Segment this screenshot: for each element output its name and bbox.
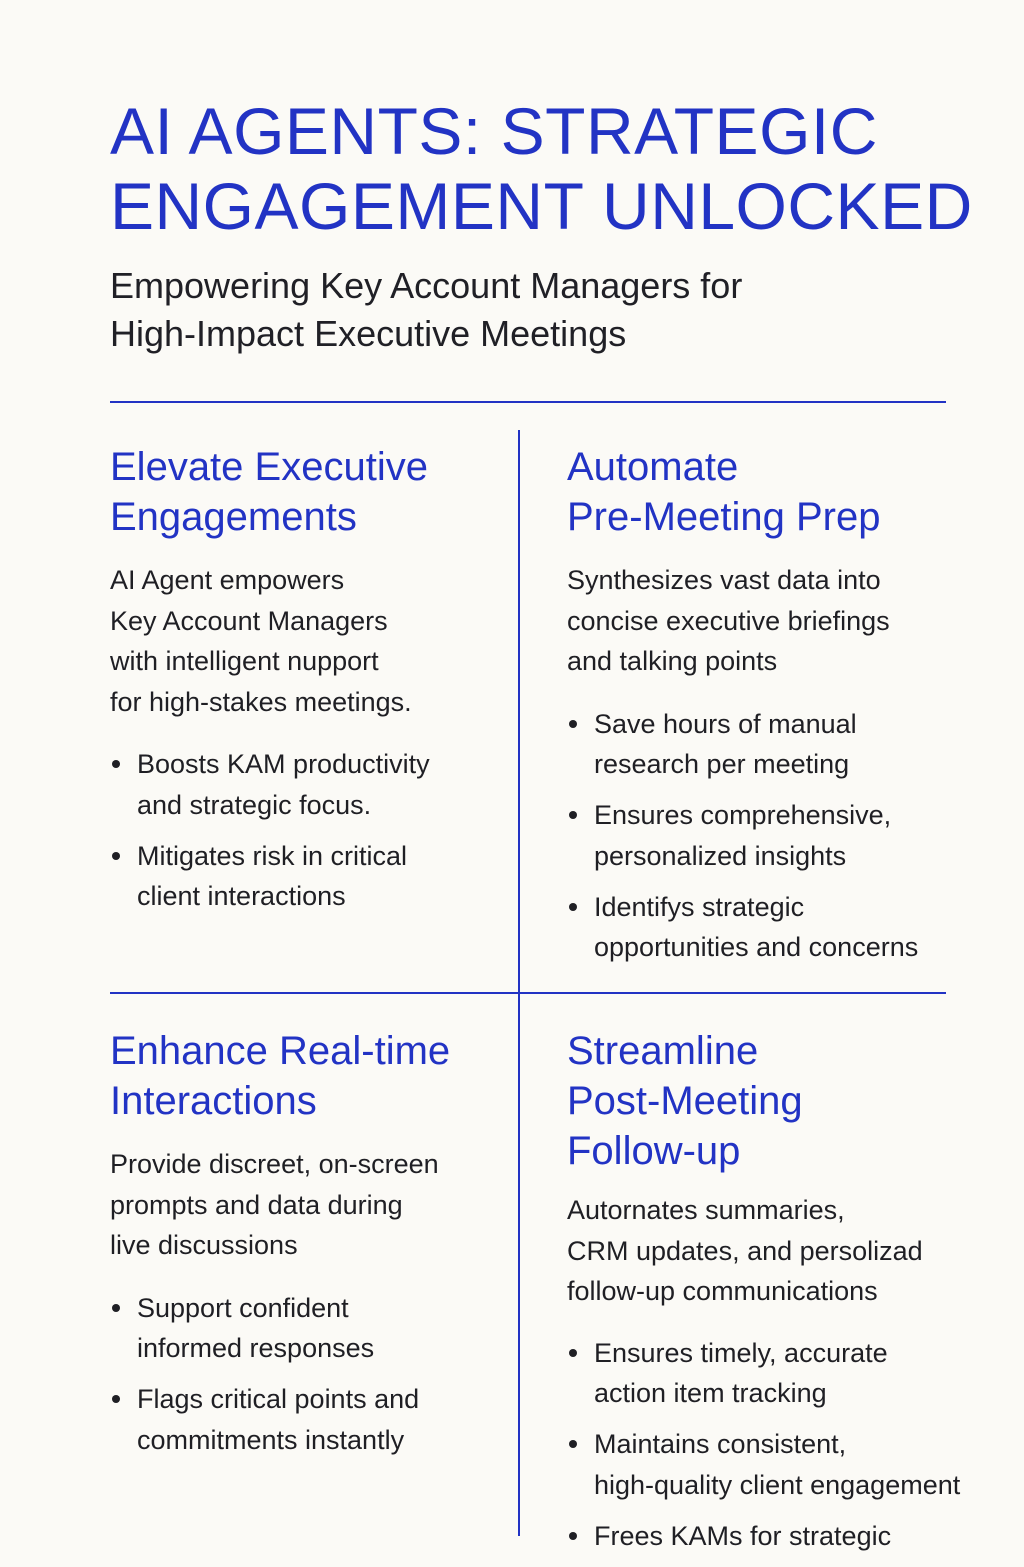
section-heading-line: Post-Meeting [567,1079,803,1123]
description-line: follow-up communications [567,1276,878,1306]
section-heading [110,1026,450,1126]
bullet-line: opportunities and concerns [594,932,919,962]
description-line: Key Account Managers [110,605,388,636]
section-enhance-real-time-interactions [110,1026,450,1471]
section-streamline-post-meeting-follow-up [567,1026,960,1567]
bullet-line: action item tracking [594,1378,827,1408]
bullet-item [567,795,918,876]
bullet-line: Flags critical points and [137,1384,420,1414]
section-heading [567,1026,960,1176]
bullet-item [567,1424,960,1505]
top-divider [110,401,946,403]
page-subtitle-line: High-Impact Executive Meetings [110,313,627,354]
bullet-line: research per meeting [594,749,850,779]
description-line: Autornates summaries, [567,1195,845,1225]
page-title-line: AI AGENTS: STRATEGIC [110,94,878,168]
section-heading-line: Engagements [110,495,357,539]
section-heading-line: Automate [567,445,739,489]
description-line: Synthesizes vast data into [567,565,881,595]
bullet-line: Save hours of manual [594,708,857,739]
description-line: and talking points [567,646,778,676]
section-description [110,1144,450,1266]
bullet-list [110,1288,450,1461]
section-description [567,1190,960,1312]
section-heading [567,442,918,542]
bullet-line: Mitigates risk in critical [137,840,408,871]
description-line: for high-stakes meetings. [110,686,412,717]
bullet-line: commitments instantly [137,1424,405,1455]
bullet-line: Identifys strategic [594,891,805,922]
description-line: concise executive briefings [567,605,890,636]
page-title [110,94,990,244]
vertical-divider [518,430,520,1536]
page-title-line: ENGAGEMENT UNLOCKED [110,169,973,243]
description-line: live discussions [110,1230,298,1260]
description-line: with intelligent nupport [110,646,379,676]
bullet-item [567,1333,960,1414]
bullet-line: Boosts KAM productivity [137,749,430,779]
bullet-item [567,704,918,785]
bullet-line: Frees KAMs for strategic [594,1520,892,1551]
bullet-list [110,744,430,917]
page-subtitle-line: Empowering Key Account Managers for [110,265,743,306]
description-line: CRM updates, and persolizad [567,1235,923,1266]
bullet-item [110,744,430,825]
page-subtitle [110,262,910,358]
bullet-line: high-quality client engagement [594,1469,961,1500]
description-line: prompts and data during [110,1189,403,1220]
bullet-list [567,704,918,968]
bullet-line: personalized insights [594,840,847,871]
bullet-item [110,1288,450,1369]
bullet-line: Support confident [137,1292,349,1323]
bullet-item [110,1379,450,1460]
bullet-list [567,1333,960,1557]
bullet-line: Maintains consistent, [594,1429,847,1459]
bullet-line: Ensures comprehensive, [594,800,892,830]
bullet-line: informed responses [137,1333,375,1363]
section-heading-line: Pre-Meeting Prep [567,495,881,539]
section-heading-line: Interactions [110,1079,317,1123]
section-heading-line: Enhance Real-time [110,1029,451,1073]
bullet-item [567,887,918,968]
bullet-item [110,836,430,917]
section-heading-line: Streamline [567,1029,759,1073]
section-heading-line: Follow-up [567,1129,741,1173]
section-heading-line: Elevate Executive [110,445,428,489]
section-automate-pre-meeting-prep [567,442,918,978]
section-description [567,560,918,682]
description-line: Provide discreet, on-screen [110,1149,439,1179]
section-description [110,560,430,722]
bullet-line: client interactions [137,881,346,911]
description-line: AI Agent empowers [110,565,345,595]
bullet-line: Ensures timely, accurate [594,1337,888,1368]
section-heading [110,442,430,542]
middle-divider [110,992,946,994]
bullet-line: and strategic focus. [137,789,372,820]
section-elevate-executive-engagements [110,442,430,927]
